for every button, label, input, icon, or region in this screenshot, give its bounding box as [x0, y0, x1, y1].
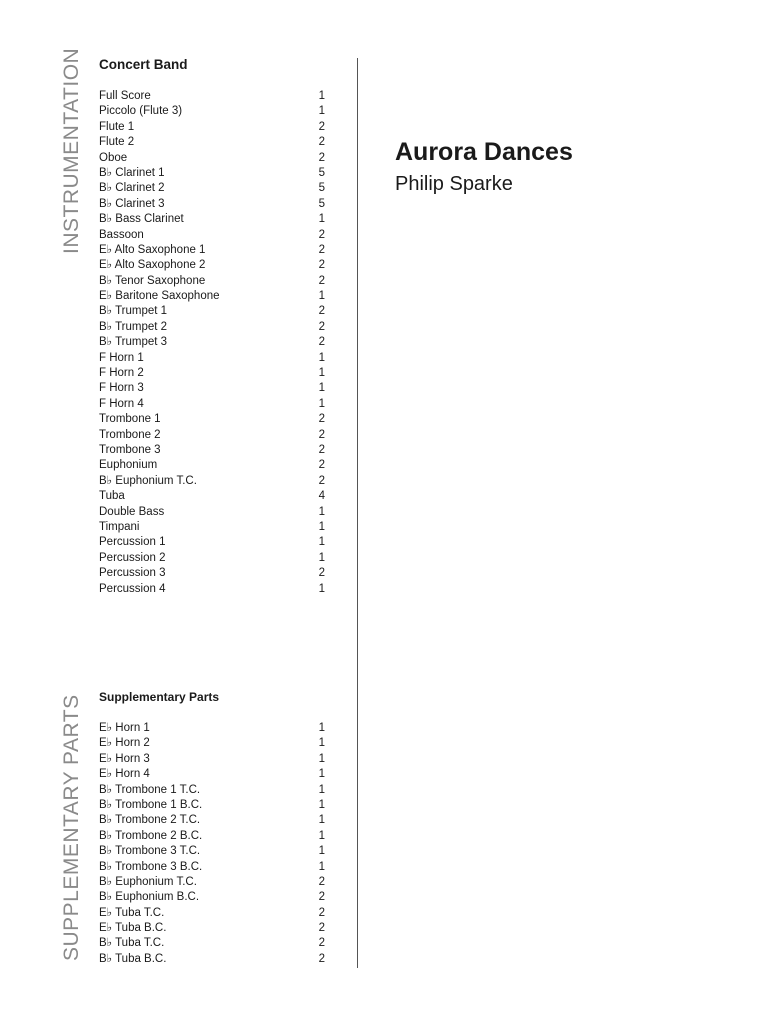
part-name: Oboe	[99, 151, 128, 164]
part-row	[99, 135, 325, 150]
composer-name: Philip Sparke	[395, 173, 513, 195]
part-name: F Horn 2	[99, 367, 144, 380]
part-row	[99, 289, 325, 304]
part-quantity: 2	[318, 443, 325, 456]
part-quantity: 1	[318, 90, 325, 102]
part-quantity: 1	[318, 505, 325, 518]
part-row	[99, 875, 325, 890]
part-quantity: 2	[318, 952, 325, 965]
part-row	[99, 366, 325, 381]
vertical-divider	[357, 58, 358, 968]
part-name: B♭ Euphonium T.C.	[99, 474, 197, 487]
part-quantity: 2	[318, 413, 325, 426]
part-name: Piccolo (Flute 3)	[99, 105, 183, 118]
part-quantity: 5	[318, 166, 325, 179]
part-quantity: 1	[318, 582, 325, 595]
part-name: E♭ Alto Saxophone 2	[99, 259, 206, 272]
part-name: B♭ Trombone 2 B.C.	[99, 829, 203, 842]
part-name: E♭ Alto Saxophone 1	[99, 243, 206, 256]
part-row	[99, 304, 325, 319]
part-name: B♭ Trombone 2 T.C.	[99, 814, 201, 827]
part-quantity: 1	[318, 213, 325, 226]
part-name: B♭ Tuba B.C.	[99, 952, 167, 965]
instrumentation-side-label: INSTRUMENTATION	[60, 47, 83, 254]
part-name: B♭ Clarinet 1	[99, 166, 165, 179]
part-row	[99, 397, 325, 412]
part-name: B♭ Tuba T.C.	[99, 937, 165, 950]
part-row	[99, 428, 325, 443]
part-name: F Horn 4	[99, 397, 144, 410]
part-name: Trombone 1	[99, 413, 161, 426]
part-name: B♭ Clarinet 2	[99, 182, 165, 195]
part-name: Percussion 1	[99, 536, 166, 549]
part-quantity: 2	[318, 875, 325, 888]
part-row	[99, 535, 325, 550]
part-row	[99, 274, 325, 289]
part-row	[99, 829, 325, 844]
part-row	[99, 736, 325, 751]
part-quantity: 2	[318, 891, 325, 904]
part-row	[99, 443, 325, 458]
part-name: B♭ Clarinet 3	[99, 197, 165, 210]
part-row	[99, 520, 325, 535]
part-name: Euphonium	[99, 459, 158, 472]
part-quantity: 1	[318, 551, 325, 564]
concert-band-parts-list	[99, 89, 325, 597]
part-quantity: 2	[318, 243, 325, 256]
part-quantity: 1	[318, 814, 325, 827]
part-row	[99, 767, 325, 782]
part-row	[99, 798, 325, 813]
part-quantity: 2	[318, 336, 325, 349]
part-row	[99, 120, 325, 135]
part-quantity: 5	[318, 182, 325, 195]
part-name: Percussion 2	[99, 551, 166, 564]
part-quantity: 4	[318, 490, 325, 503]
part-name: Timpani	[99, 520, 140, 533]
part-row	[99, 489, 325, 504]
part-quantity: 1	[318, 105, 325, 118]
part-row	[99, 844, 325, 859]
part-quantity: 2	[318, 459, 325, 472]
part-name: Flute 2	[99, 136, 135, 149]
part-name: E♭ Baritone Saxophone	[99, 290, 220, 303]
concert-band-heading: Concert Band	[99, 57, 188, 72]
part-row	[99, 721, 325, 736]
part-name: Percussion 3	[99, 567, 166, 580]
part-name: B♭ Trombone 3 T.C.	[99, 845, 201, 858]
part-quantity: 2	[318, 474, 325, 487]
part-quantity: 1	[318, 367, 325, 380]
part-name: B♭ Euphonium B.C.	[99, 891, 200, 904]
part-quantity: 1	[318, 860, 325, 873]
part-quantity: 2	[318, 120, 325, 133]
part-quantity: 1	[318, 722, 325, 734]
part-name: Trombone 3	[99, 443, 161, 456]
part-quantity: 1	[318, 290, 325, 303]
part-quantity: 2	[318, 259, 325, 272]
part-row	[99, 243, 325, 258]
part-name: B♭ Trombone 1 B.C.	[99, 798, 203, 811]
part-quantity: 1	[318, 752, 325, 765]
part-row	[99, 906, 325, 921]
part-row	[99, 228, 325, 243]
part-name: B♭ Trumpet 1	[99, 305, 168, 318]
part-row	[99, 783, 325, 798]
part-row	[99, 335, 325, 350]
part-name: Bassoon	[99, 228, 144, 241]
part-name: F Horn 1	[99, 351, 144, 364]
supplementary-parts-side-label: SUPPLEMENTARY PARTS	[60, 694, 83, 961]
part-quantity: 1	[318, 351, 325, 364]
part-quantity: 1	[318, 845, 325, 858]
part-name: Full Score	[99, 90, 151, 102]
part-quantity: 2	[318, 937, 325, 950]
part-name: B♭ Bass Clarinet	[99, 213, 184, 226]
part-quantity: 2	[318, 906, 325, 919]
part-quantity: 1	[318, 382, 325, 395]
part-quantity: 2	[318, 274, 325, 287]
part-quantity: 1	[318, 798, 325, 811]
part-name: B♭ Trumpet 2	[99, 320, 168, 333]
part-row	[99, 381, 325, 396]
part-row	[99, 320, 325, 335]
part-name: B♭ Euphonium T.C.	[99, 875, 197, 888]
part-row	[99, 181, 325, 196]
part-name: F Horn 3	[99, 382, 144, 395]
part-name: B♭ Tenor Saxophone	[99, 274, 206, 287]
supplementary-parts-heading: Supplementary Parts	[99, 690, 220, 704]
part-row	[99, 474, 325, 489]
part-row	[99, 258, 325, 273]
part-quantity: 2	[318, 428, 325, 441]
part-name: B♭ Trombone 3 B.C.	[99, 860, 203, 873]
part-quantity: 1	[318, 397, 325, 410]
part-row	[99, 104, 325, 119]
work-title: Aurora Dances	[395, 138, 573, 166]
part-quantity: 1	[318, 768, 325, 781]
part-row	[99, 89, 325, 104]
part-name: Double Bass	[99, 505, 165, 518]
part-row	[99, 936, 325, 951]
part-row	[99, 351, 325, 366]
part-quantity: 2	[318, 151, 325, 164]
part-row	[99, 890, 325, 905]
part-row	[99, 505, 325, 520]
part-name: B♭ Trombone 1 T.C.	[99, 783, 201, 796]
part-quantity: 1	[318, 783, 325, 796]
part-quantity: 2	[318, 567, 325, 580]
part-quantity: 2	[318, 922, 325, 935]
part-row	[99, 566, 325, 581]
part-name: Percussion 4	[99, 582, 166, 595]
part-name: Flute 1	[99, 120, 135, 133]
part-name: E♭ Horn 4	[99, 768, 150, 781]
part-name: E♭ Tuba T.C.	[99, 906, 165, 919]
part-quantity: 2	[318, 228, 325, 241]
part-quantity: 2	[318, 305, 325, 318]
part-quantity: 1	[318, 737, 325, 750]
supplementary-parts-list	[99, 721, 325, 967]
part-name: E♭ Tuba B.C.	[99, 922, 167, 935]
part-row	[99, 197, 325, 212]
part-row	[99, 151, 325, 166]
part-quantity: 2	[318, 320, 325, 333]
part-row	[99, 551, 325, 566]
part-name: E♭ Horn 2	[99, 737, 150, 750]
part-name: B♭ Trumpet 3	[99, 336, 168, 349]
part-quantity: 1	[318, 829, 325, 842]
part-row	[99, 582, 325, 597]
part-quantity: 1	[318, 536, 325, 549]
part-name: E♭ Horn 1	[99, 722, 150, 734]
part-row	[99, 412, 325, 427]
part-name: E♭ Horn 3	[99, 752, 150, 765]
part-quantity: 5	[318, 197, 325, 210]
part-row	[99, 921, 325, 936]
part-row	[99, 952, 325, 967]
part-row	[99, 212, 325, 227]
part-row	[99, 458, 325, 473]
part-row	[99, 752, 325, 767]
part-row	[99, 166, 325, 181]
part-quantity: 2	[318, 136, 325, 149]
part-row	[99, 813, 325, 828]
part-row	[99, 860, 325, 875]
part-quantity: 1	[318, 520, 325, 533]
part-name: Tuba	[99, 490, 125, 503]
part-name: Trombone 2	[99, 428, 161, 441]
